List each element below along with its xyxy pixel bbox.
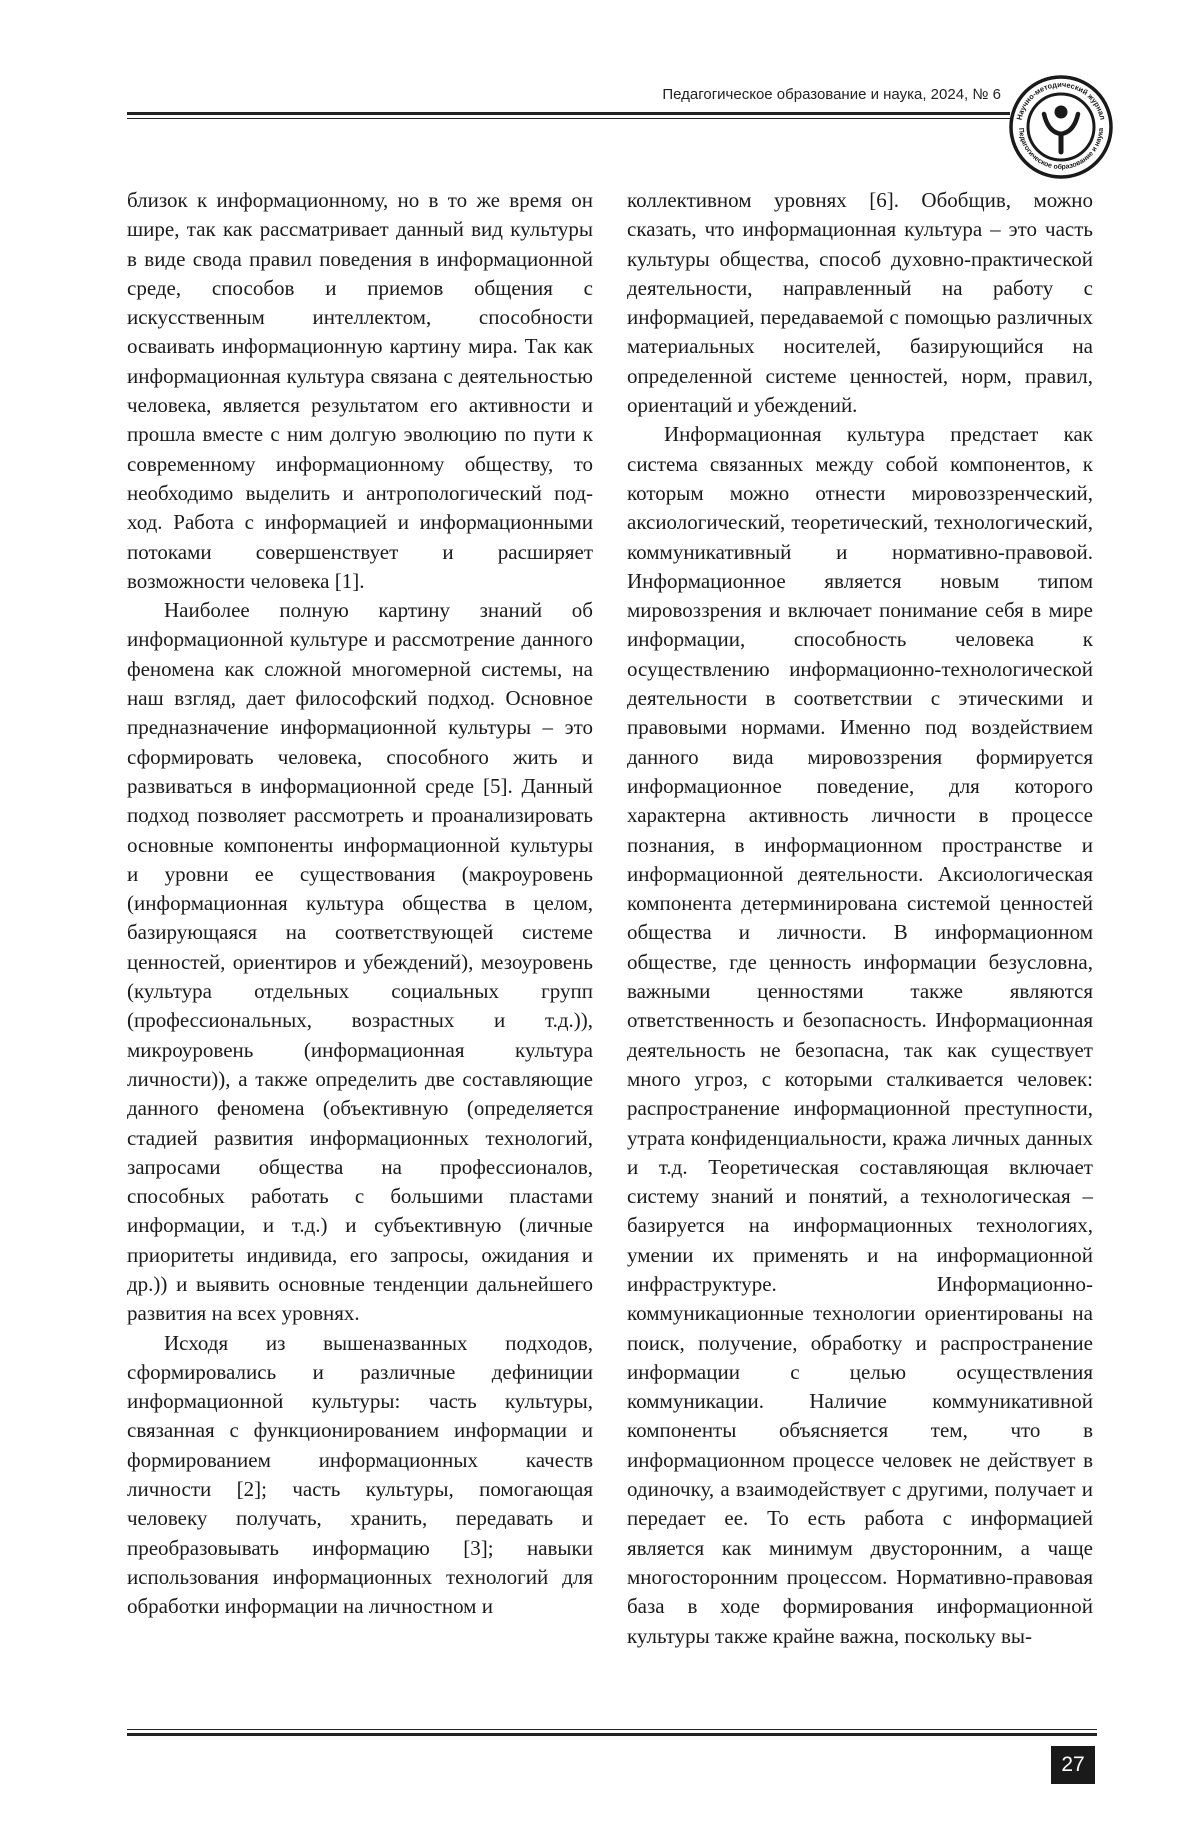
right-column	[627, 186, 1093, 1651]
svg-text:Педагогическое образование и н: Педагогическое образование и наука	[1016, 127, 1106, 172]
paragraph: близок к информационному, но в то же время он шире, так как рассматривает данный вид культуры в виде свода правил поведения в информационной среде, способов и приемов общения с искусственным интеллектом, способности осваивать информационную картину мира. Так как информационная культура связана с деятельностью человека, является результатом его активности и прошла вместе с ним долгую эволюцию по пути к современному информационному обществу, то необходимо выделить и антропологический подход. Работа с информацией и информационными потоками совершенствует и расширяет возможности человека [1].	[127, 188, 593, 593]
journal-header: Педагогическое образование и наука, 2024, № 6	[662, 86, 1001, 103]
header-rule-thin	[127, 118, 1010, 119]
paragraph: Исходя из вышеназванных подходов, сформировались и различные дефиниции информационной культуры: часть культуры, связанная с функционированием информации и формированием информационных качеств личности [2]; часть культуры, помогающая человеку получать, хранить, передавать и преобразовывать информацию [3]; навыки использования информационных технологий для обработки информации на личностном и	[127, 1330, 593, 1619]
paragraph: Наиболее полную картину знаний об информационной культуре и рассмотрение данного феномена как сложной многомерной системы, на наш взгляд, дает философский подход. Основное предназначение информационной культуры – это сформировать человека, способного жить и развиваться в информационной среде [5]. Данный подход позволяет рассмотреть и проанализировать основные компоненты информационной культуры и уровни ее существования (макроуровень (информационная культура общества в целом, базирующаяся на соответствующей системе ценностей, ориентиров и убеждений), мезоуровень (культура отдельных социальных групп (профессиональных, возрастных и т.д.)), микроуровень (информационная культура личности)), а также определить две составляющие данного феномена (объективную (определяется стадией развития информационных технологий, запросами общества на профессионалов, способных работать с большими пластами информации, и т.д.) и субъективную (личные приоритеты индивида, его запросы, ожидания и др.)) и выявить основные тенденции дальнейшего развития на всех уровнях.	[127, 598, 593, 1326]
paragraph: коллективном уровнях [6]. Обобщив, можно сказать, что информационная культура – это часть культуры общества, способ духовно-практической деятельности, направленный на работу с информацией, передаваемой с помощью различных материальных носителей, базирующийся на определенной системе ценностей, норм, правил, ориентаций и убеждений.	[627, 188, 1093, 418]
header-rule-thick	[127, 112, 1010, 115]
page-number: 27	[1051, 1746, 1095, 1784]
footer-rule-thin	[127, 1729, 1097, 1730]
left-column	[127, 186, 593, 1622]
paragraph: Информационная культура предстает как система связанных между собой компонентов, к которым можно отнести мировоззренческий, аксиологический, теоретический, технологический, коммуникативный и нормативно-правовой. Информационное является новым типом мировоззрения и включает понимание себя в мире информации, способность человека к осуществлению информационно-технологической деятельности в соответствии с этическими и правовыми нормами. Именно под воздействием данного вида мировоззрения формируется информационное поведение, для которого характерна активность личности в процессе познания, в информационном пространстве и информационной деятельности. Аксиологическая компонента детерминирована системой ценностей общества и личности. В информационном обществе, где ценность информации безусловна, важными ценностями также являются ответственность и безопасность. Информационная деятельность не безопасна, так как существует много угроз, с которыми сталкивается человек: распространение информационной преступности, утрата конфиденциальности, кража личных данных и т.д. Теоретическая составляющая включает систему знаний и понятий, а технологическая – базируется на информационных технологиях, умении их применять и на информационной инфраструктуре. Информационно-коммуникационные технологии ориентированы на поиск, получение, обработку и распространение информации с целью осуществления коммуникации. Наличие коммуникативной компоненты объясняется тем, что в информационном процессе человек не действует в одиночку, а взаимодействует с другими, получает и передает ее. То есть работа с информацией является как минимум двусторонним, а чаще многосторонним процессом. Нормативно-правовая база в ходе формирования информационной культуры также крайне важна, поскольку вы-	[627, 422, 1093, 1648]
footer-rule-thick	[127, 1733, 1097, 1736]
journal-logo-icon	[1008, 74, 1114, 180]
svg-text:Научно-методический журнал: Научно-методический журнал	[1014, 79, 1108, 121]
